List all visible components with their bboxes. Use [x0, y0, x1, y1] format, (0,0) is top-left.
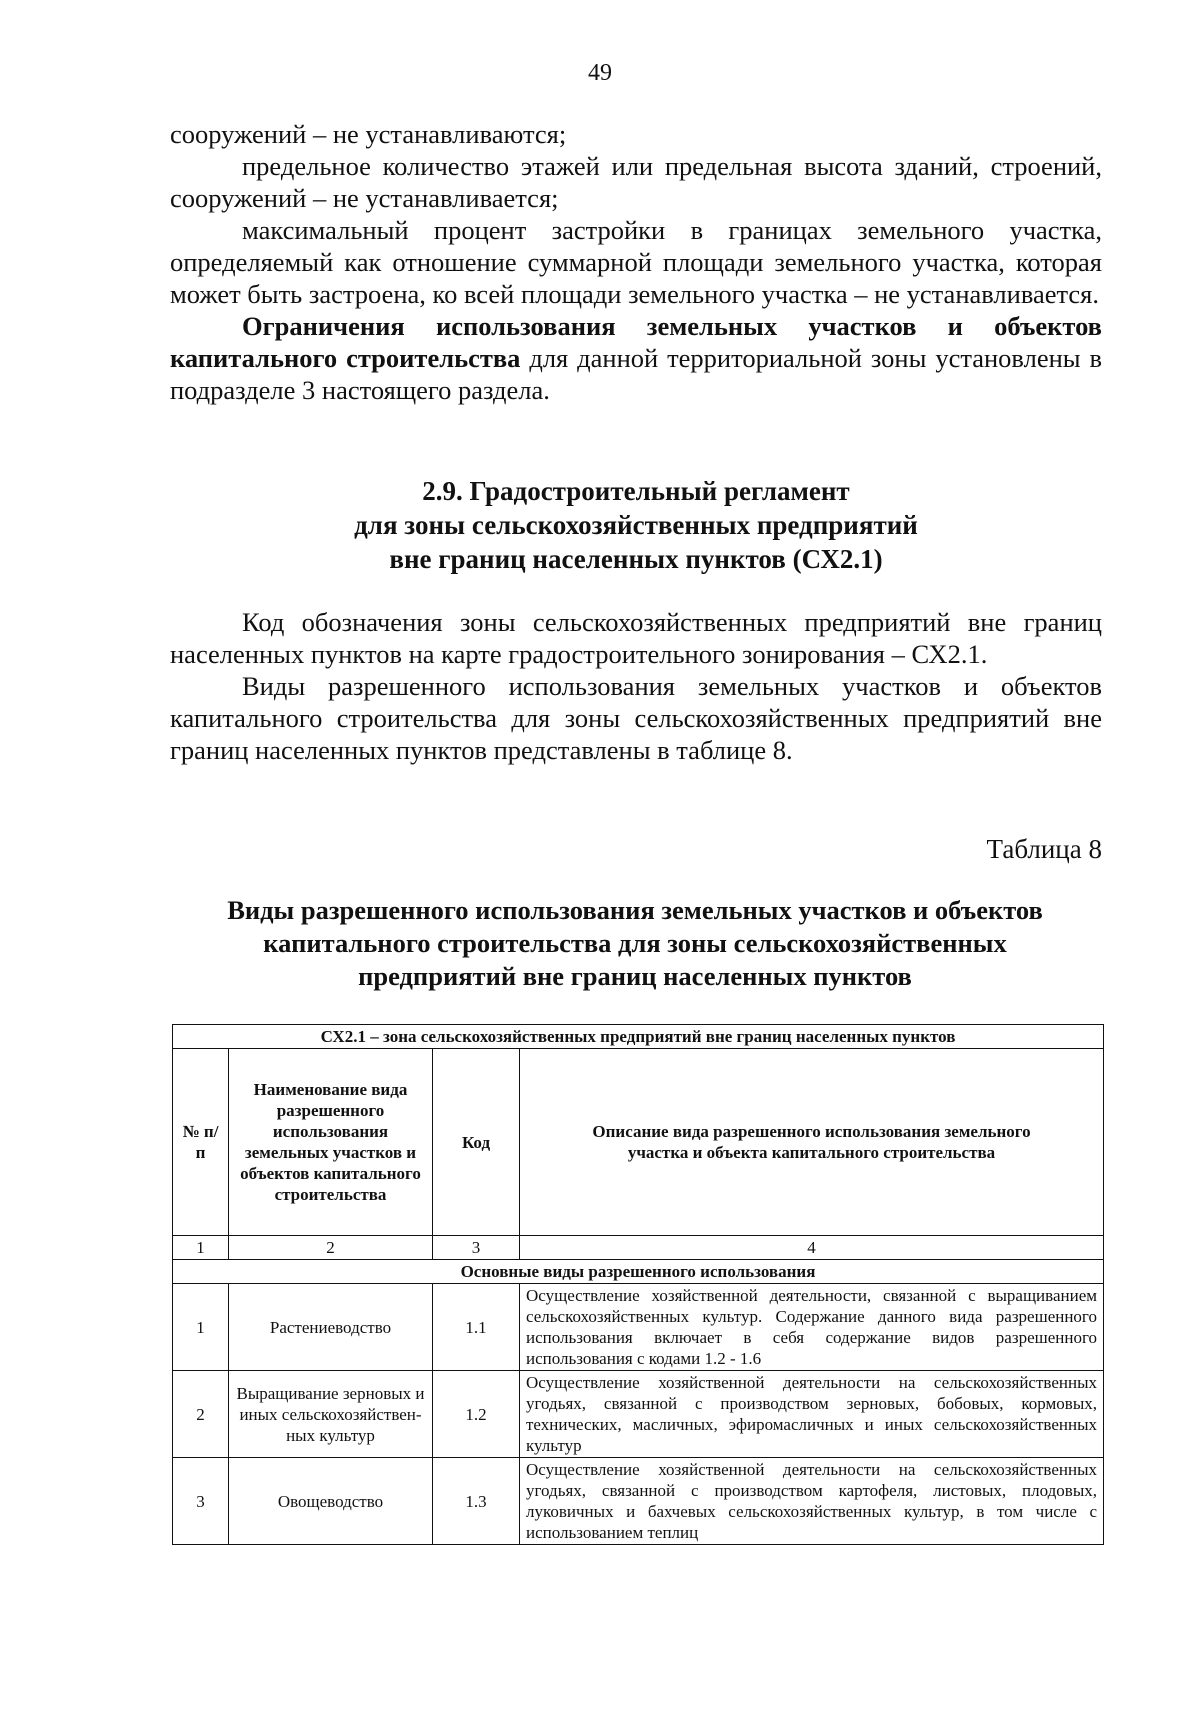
paragraph-1: сооружений – не устанавливаются;: [170, 119, 567, 149]
column-number-row: [173, 1236, 1104, 1260]
row-code: 1.2: [433, 1371, 520, 1458]
opening-text: [170, 118, 1102, 406]
row-num: 3: [173, 1458, 229, 1545]
row-name: Выращивание зерновых и иных сельскохозяйствен-ных культур: [229, 1371, 433, 1458]
table-caption: Таблица 8: [986, 834, 1102, 864]
column-header-row: [173, 1049, 1104, 1236]
header-num: № п/п: [173, 1049, 229, 1236]
zone-header-row: [173, 1025, 1104, 1049]
row-name: Овощеводство: [229, 1458, 433, 1545]
row-num: 2: [173, 1371, 229, 1458]
column-number: 4: [520, 1236, 1104, 1260]
table-title: [150, 894, 1120, 993]
row-name: Растениеводство: [229, 1284, 433, 1371]
row-code: 1.1: [433, 1284, 520, 1371]
column-number: 2: [229, 1236, 433, 1260]
header-code: Код: [433, 1049, 520, 1236]
row-num: 1: [173, 1284, 229, 1371]
section-heading-line-3: вне границ населенных пунктов (СХ2.1): [389, 544, 883, 574]
row-desc: Осуществление хозяйственной деятельности на сельскохозяйственных угодьях, связанной с производством зерновых, бобовых, кормовых, технических, масличных, эфиромасличных и иных сельскохозяйственных культур: [520, 1371, 1104, 1458]
column-number: 1: [173, 1236, 229, 1260]
table-title-line-3: предприятий вне границ населенных пунктов: [358, 961, 912, 991]
paragraph-6: Виды разрешенного использования земельных участков и объектов капитального строительства для зоны сельскохозяйственных предприятий вне границ населенных пунктов представлены в таблице 8.: [170, 671, 1102, 765]
paragraph-4-bold: Ограничения использования земельных участков и объектов капитального строительства: [170, 311, 1102, 373]
page-number: 49: [588, 60, 612, 86]
paragraph-4-rest: для данной территориальной зоны установлены в подразделе 3 настоящего раздела.: [170, 343, 1102, 405]
paragraph-5: Код обозначения зоны сельскохозяйственных предприятий вне границ населенных пунктов на карте градостроительного зонирования – СХ2.1.: [170, 607, 1102, 669]
table-title-line-1: Виды разрешенного использования земельных участков и объектов: [227, 895, 1043, 925]
table-row: [173, 1284, 1104, 1371]
section-row: [173, 1260, 1104, 1284]
section-heading-line-2: для зоны сельскохозяйственных предприятий: [354, 510, 918, 540]
paragraph-3: максимальный процент застройки в границах земельного участка, определяемый как отношение суммарной площади земельного участка, которая может быть застроена, ко всей площади земельного участка – не устанавливается.: [170, 215, 1102, 309]
table-row: [173, 1458, 1104, 1545]
row-code: 1.3: [433, 1458, 520, 1545]
column-number: 3: [433, 1236, 520, 1260]
table-title-line-2: капитального строительства для зоны сельскохозяйственных: [263, 928, 1007, 958]
row-desc: Осуществление хозяйственной деятельности, связанной с выращиванием сельскохозяйственных культур. Содержание данного вида разрешенного использования включает в себя содержание видов разрешенного использования с кодами 1.2 - 1.6: [520, 1284, 1104, 1371]
section-heading: [170, 474, 1102, 576]
table-row: [173, 1371, 1104, 1458]
paragraph-2: предельное количество этажей или предельная высота зданий, строений, сооружений – не устанавливается;: [170, 151, 1102, 213]
header-name: Наименование вида разрешенного использования земельных участков и объектов капитального строительства: [229, 1049, 433, 1236]
section-heading-line-1: 2.9. Градостроительный регламент: [422, 476, 850, 506]
row-desc: Осуществление хозяйственной деятельности на сельскохозяйственных угодьях, связанной с производством картофеля, листовых, плодовых, луковичных и бахчевых сельскохозяйственных культур, в том числе с использованием теплиц: [520, 1458, 1104, 1545]
paragraph-4: [170, 310, 1102, 406]
header-desc: Описание вида разрешенного использования земельного участка и объекта капитального строительства: [520, 1049, 1104, 1236]
zone-header: СХ2.1 – зона сельскохозяйственных предприятий вне границ населенных пунктов: [173, 1025, 1104, 1049]
section-label: Основные виды разрешенного использования: [173, 1260, 1104, 1284]
intro-text: [170, 606, 1102, 766]
land-use-table: [172, 1024, 1104, 1545]
